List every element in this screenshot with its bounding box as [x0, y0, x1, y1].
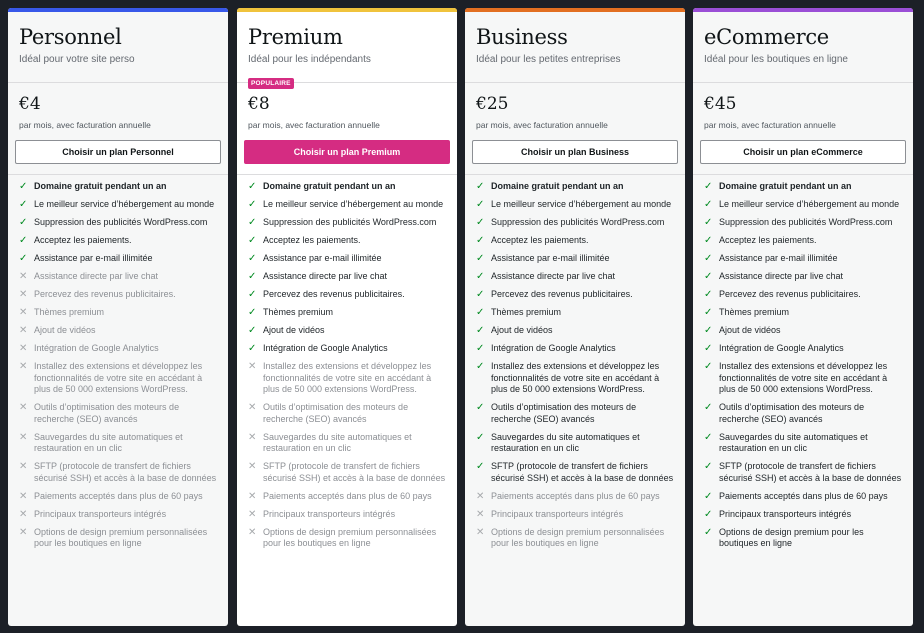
feature-item [19, 527, 220, 550]
checkmark-icon: ✓ [704, 508, 713, 520]
feature-item [248, 235, 449, 247]
feature-item [19, 235, 220, 247]
feature-item [704, 527, 905, 550]
checkmark-icon: ✓ [248, 253, 257, 264]
checkmark-icon: ✓ [704, 253, 713, 264]
feature-label: Principaux transporteurs intégrés [491, 508, 624, 519]
checkmark-icon: ✓ [19, 181, 28, 192]
checkmark-icon: ✓ [248, 289, 257, 300]
feature-label: Paiements acceptés dans plus de 60 pays [263, 490, 432, 501]
feature-item [476, 527, 677, 550]
cross-icon: ✕ [476, 490, 485, 502]
checkmark-icon: ✓ [476, 361, 485, 372]
plan-price: €25 [476, 94, 509, 114]
checkmark-icon: ✓ [476, 307, 485, 318]
feature-label: Outils d’optimisation des moteurs de recherche (SEO) avancés [263, 402, 409, 424]
plan-card-ecommerce [693, 8, 913, 626]
plan-name: Premium [248, 25, 343, 49]
feature-item [248, 307, 449, 319]
feature-label: Acceptez les paiements. [719, 235, 817, 245]
feature-item [248, 325, 449, 337]
plan-name: Personnel [19, 25, 122, 49]
feature-label: Principaux transporteurs intégrés [263, 508, 396, 519]
checkmark-icon: ✓ [476, 289, 485, 300]
cross-icon: ✕ [19, 490, 28, 502]
feature-item [476, 271, 677, 283]
feature-item [248, 199, 449, 211]
checkmark-icon: ✓ [248, 217, 257, 228]
feature-item [476, 217, 677, 229]
cross-icon: ✕ [248, 461, 257, 472]
feature-label: Domaine gratuit pendant un an [491, 181, 624, 191]
cross-icon: ✕ [476, 508, 485, 520]
feature-item [19, 343, 220, 355]
checkmark-icon: ✓ [704, 289, 713, 300]
feature-label: Le meilleur service d’hébergement au monde [719, 199, 900, 209]
feature-label: Percevez des revenus publicitaires. [263, 289, 405, 299]
feature-label: Outils d’optimisation des moteurs de recherche (SEO) avancés [491, 402, 637, 424]
feature-item [476, 491, 677, 503]
cross-icon: ✕ [19, 289, 28, 300]
feature-item [704, 199, 905, 211]
checkmark-icon: ✓ [704, 361, 713, 372]
checkmark-icon: ✓ [248, 271, 257, 282]
plan-price-block [8, 83, 228, 130]
checkmark-icon: ✓ [704, 181, 713, 192]
cross-icon: ✕ [19, 431, 28, 443]
feature-label: Percevez des revenus publicitaires. [719, 289, 861, 299]
checkmark-icon: ✓ [476, 325, 485, 336]
checkmark-icon: ✓ [476, 199, 485, 210]
feature-item [248, 271, 449, 283]
cross-icon: ✕ [19, 461, 28, 472]
feature-label: Assistance directe par live chat [263, 271, 388, 281]
feature-item [248, 461, 449, 484]
plan-tagline: Idéal pour les boutiques en ligne [704, 54, 848, 65]
feature-item [248, 361, 449, 396]
feature-item [19, 361, 220, 396]
checkmark-icon: ✓ [19, 217, 28, 228]
feature-list [693, 175, 913, 550]
feature-label: Sauvegardes du site automatiques et restauration en un clic [491, 431, 640, 453]
feature-item [476, 307, 677, 319]
feature-label: Suppression des publicités WordPress.com [263, 217, 437, 227]
feature-label: Percevez des revenus publicitaires. [34, 289, 176, 299]
choose-plan-premium-button[interactable]: Choisir un plan Premium [244, 140, 450, 164]
choose-plan-business-button[interactable]: Choisir un plan Business [472, 140, 678, 164]
choose-plan-personnel-button[interactable]: Choisir un plan Personnel [15, 140, 221, 164]
feature-label: Le meilleur service d’hébergement au monde [263, 199, 444, 209]
feature-item [704, 343, 905, 355]
feature-label: Assistance par e-mail illimitée [263, 253, 382, 263]
feature-item [248, 217, 449, 229]
checkmark-icon: ✓ [704, 325, 713, 336]
checkmark-icon: ✓ [248, 199, 257, 210]
feature-label: SFTP (protocole de transfert de fichiers sécurisé SSH) et accès à la base de données [263, 461, 446, 483]
feature-label: Options de design premium personnalisées pour les boutiques en ligne [491, 526, 665, 548]
feature-item [704, 461, 905, 484]
checkmark-icon: ✓ [19, 199, 28, 210]
cross-icon: ✕ [19, 325, 28, 336]
feature-label: Ajout de vidéos [34, 325, 96, 335]
checkmark-icon: ✓ [704, 490, 713, 502]
feature-label: Thèmes premium [491, 307, 562, 317]
checkmark-icon: ✓ [476, 343, 485, 354]
feature-label: Suppression des publicités WordPress.com [719, 217, 893, 227]
popular-badge: POPULAIRE [248, 78, 294, 89]
feature-item [19, 325, 220, 337]
checkmark-icon: ✓ [704, 402, 713, 413]
plan-name: Business [476, 25, 568, 49]
feature-item [19, 307, 220, 319]
plan-header [693, 12, 913, 83]
feature-item [19, 509, 220, 521]
feature-item [476, 509, 677, 521]
feature-item [19, 289, 220, 301]
feature-item [476, 253, 677, 265]
feature-label: Options de design premium personnalisées pour les boutiques en ligne [34, 526, 208, 548]
checkmark-icon: ✓ [704, 526, 713, 538]
feature-label: Ajout de vidéos [719, 325, 781, 335]
plan-card-premium [237, 8, 457, 626]
feature-item [704, 307, 905, 319]
feature-list [8, 175, 228, 550]
checkmark-icon: ✓ [704, 461, 713, 472]
cross-icon: ✕ [19, 402, 28, 413]
plan-header [8, 12, 228, 83]
cross-icon: ✕ [19, 343, 28, 354]
feature-label: Sauvegardes du site automatiques et restauration en un clic [263, 431, 412, 453]
feature-label: Paiements acceptés dans plus de 60 pays [719, 490, 888, 501]
feature-label: Options de design premium personnalisées pour les boutiques en ligne [263, 526, 437, 548]
plan-price-block [237, 83, 457, 130]
checkmark-icon: ✓ [248, 343, 257, 354]
checkmark-icon: ✓ [248, 235, 257, 246]
feature-label: Paiements acceptés dans plus de 60 pays [491, 490, 660, 501]
feature-item [248, 509, 449, 521]
plan-billing-note: par mois, avec facturation annuelle [476, 120, 608, 130]
feature-item [704, 271, 905, 283]
checkmark-icon: ✓ [704, 235, 713, 246]
feature-label: Acceptez les paiements. [263, 235, 361, 245]
feature-label: Sauvegardes du site automatiques et restauration en un clic [34, 431, 183, 453]
cross-icon: ✕ [19, 361, 28, 372]
feature-label: Acceptez les paiements. [491, 235, 589, 245]
plan-price: €4 [19, 94, 41, 114]
feature-item [19, 461, 220, 484]
feature-item [476, 199, 677, 211]
feature-item [704, 181, 905, 193]
feature-item [476, 343, 677, 355]
feature-item [19, 199, 220, 211]
cross-icon: ✕ [248, 431, 257, 443]
choose-plan-ecommerce-button[interactable]: Choisir un plan eCommerce [700, 140, 906, 164]
feature-item [704, 402, 905, 425]
feature-label: Suppression des publicités WordPress.com [34, 217, 208, 227]
feature-label: SFTP (protocole de transfert de fichiers sécurisé SSH) et accès à la base de données [491, 461, 674, 483]
checkmark-icon: ✓ [704, 271, 713, 282]
checkmark-icon: ✓ [476, 271, 485, 282]
feature-label: Installez des extensions et développez les fonctionnalités de votre site en accédant à plus de 50 000 extensions WordPress. [263, 361, 432, 394]
feature-label: SFTP (protocole de transfert de fichiers sécurisé SSH) et accès à la base de données [719, 461, 902, 483]
plan-tagline: Idéal pour les indépendants [248, 54, 371, 65]
cross-icon: ✕ [19, 271, 28, 282]
plan-header [237, 12, 457, 87]
feature-label: Assistance par e-mail illimitée [491, 253, 610, 263]
feature-item [704, 491, 905, 503]
feature-item [248, 402, 449, 425]
feature-label: Thèmes premium [719, 307, 790, 317]
feature-item [476, 289, 677, 301]
checkmark-icon: ✓ [476, 181, 485, 192]
cross-icon: ✕ [248, 490, 257, 502]
feature-label: Suppression des publicités WordPress.com [491, 217, 665, 227]
feature-label: Le meilleur service d’hébergement au monde [491, 199, 672, 209]
feature-item [704, 253, 905, 265]
plan-price-block [465, 83, 685, 130]
feature-item [248, 432, 449, 455]
feature-label: Options de design premium pour les boutiques en ligne [719, 526, 864, 548]
plan-price-block [693, 83, 913, 130]
feature-item [476, 432, 677, 455]
feature-item [19, 217, 220, 229]
plan-billing-note: par mois, avec facturation annuelle [19, 120, 151, 130]
cross-icon: ✕ [248, 402, 257, 413]
feature-item [248, 343, 449, 355]
feature-item [248, 527, 449, 550]
feature-item [19, 491, 220, 503]
cross-icon: ✕ [248, 526, 257, 538]
plan-card-business [465, 8, 685, 626]
checkmark-icon: ✓ [476, 431, 485, 443]
cross-icon: ✕ [248, 508, 257, 520]
feature-item [704, 235, 905, 247]
feature-label: SFTP (protocole de transfert de fichiers sécurisé SSH) et accès à la base de données [34, 461, 217, 483]
feature-label: Assistance directe par live chat [719, 271, 844, 281]
feature-item [248, 491, 449, 503]
feature-label: Principaux transporteurs intégrés [719, 508, 852, 519]
checkmark-icon: ✓ [248, 307, 257, 318]
feature-label: Domaine gratuit pendant un an [263, 181, 396, 191]
feature-label: Installez des extensions et développez les fonctionnalités de votre site en accédant à plus de 50 000 extensions WordPress. [719, 361, 888, 394]
feature-item [248, 181, 449, 193]
feature-item [476, 325, 677, 337]
checkmark-icon: ✓ [19, 253, 28, 264]
cross-icon: ✕ [19, 307, 28, 318]
feature-label: Thèmes premium [34, 307, 105, 317]
checkmark-icon: ✓ [704, 217, 713, 228]
plan-price: €45 [704, 94, 737, 114]
feature-item [248, 253, 449, 265]
checkmark-icon: ✓ [476, 217, 485, 228]
feature-item [704, 217, 905, 229]
cross-icon: ✕ [19, 508, 28, 520]
cross-icon: ✕ [248, 361, 257, 372]
feature-item [476, 461, 677, 484]
checkmark-icon: ✓ [476, 235, 485, 246]
plan-tagline: Idéal pour votre site perso [19, 54, 135, 65]
plan-card-personnel [8, 8, 228, 626]
feature-label: Installez des extensions et développez les fonctionnalités de votre site en accédant à plus de 50 000 extensions WordPress. [34, 361, 203, 394]
checkmark-icon: ✓ [704, 431, 713, 443]
feature-item [19, 271, 220, 283]
feature-label: Ajout de vidéos [263, 325, 325, 335]
feature-label: Intégration de Google Analytics [719, 343, 844, 353]
checkmark-icon: ✓ [476, 402, 485, 413]
feature-list [237, 175, 457, 550]
feature-label: Thèmes premium [263, 307, 334, 317]
feature-label: Sauvegardes du site automatiques et restauration en un clic [719, 431, 868, 453]
feature-label: Acceptez les paiements. [34, 235, 132, 245]
feature-label: Intégration de Google Analytics [34, 343, 159, 353]
feature-label: Outils d’optimisation des moteurs de recherche (SEO) avancés [719, 402, 865, 424]
checkmark-icon: ✓ [19, 235, 28, 246]
feature-label: Ajout de vidéos [491, 325, 553, 335]
feature-label: Assistance directe par live chat [34, 271, 159, 281]
checkmark-icon: ✓ [248, 325, 257, 336]
cross-icon: ✕ [19, 526, 28, 538]
feature-label: Assistance par e-mail illimitée [34, 253, 153, 263]
feature-item [704, 361, 905, 396]
feature-label: Paiements acceptés dans plus de 60 pays [34, 490, 203, 501]
plan-price: €8 [248, 94, 270, 114]
feature-label: Domaine gratuit pendant un an [34, 181, 167, 191]
feature-item [704, 325, 905, 337]
feature-item [19, 432, 220, 455]
checkmark-icon: ✓ [476, 253, 485, 264]
checkmark-icon: ✓ [704, 343, 713, 354]
feature-label: Intégration de Google Analytics [263, 343, 388, 353]
feature-label: Principaux transporteurs intégrés [34, 508, 167, 519]
checkmark-icon: ✓ [704, 307, 713, 318]
feature-label: Installez des extensions et développez les fonctionnalités de votre site en accédant à plus de 50 000 extensions WordPress. [491, 361, 660, 394]
feature-label: Assistance par e-mail illimitée [719, 253, 838, 263]
feature-label: Outils d’optimisation des moteurs de recherche (SEO) avancés [34, 402, 180, 424]
checkmark-icon: ✓ [704, 199, 713, 210]
feature-item [19, 402, 220, 425]
feature-item [476, 361, 677, 396]
plan-header [465, 12, 685, 83]
plan-billing-note: par mois, avec facturation annuelle [248, 120, 380, 130]
checkmark-icon: ✓ [476, 461, 485, 472]
feature-list [465, 175, 685, 550]
plan-name: eCommerce [704, 25, 829, 49]
feature-item [476, 235, 677, 247]
feature-item [476, 402, 677, 425]
plan-tagline: Idéal pour les petites entreprises [476, 54, 621, 65]
feature-item [704, 432, 905, 455]
feature-label: Assistance directe par live chat [491, 271, 616, 281]
feature-label: Percevez des revenus publicitaires. [491, 289, 633, 299]
feature-item [704, 289, 905, 301]
plan-billing-note: par mois, avec facturation annuelle [704, 120, 836, 130]
feature-item [476, 181, 677, 193]
cross-icon: ✕ [476, 526, 485, 538]
feature-label: Domaine gratuit pendant un an [719, 181, 852, 191]
feature-label: Le meilleur service d’hébergement au monde [34, 199, 215, 209]
feature-item [19, 253, 220, 265]
feature-item [19, 181, 220, 193]
feature-label: Intégration de Google Analytics [491, 343, 616, 353]
feature-item [248, 289, 449, 301]
feature-item [704, 509, 905, 521]
checkmark-icon: ✓ [248, 181, 257, 192]
